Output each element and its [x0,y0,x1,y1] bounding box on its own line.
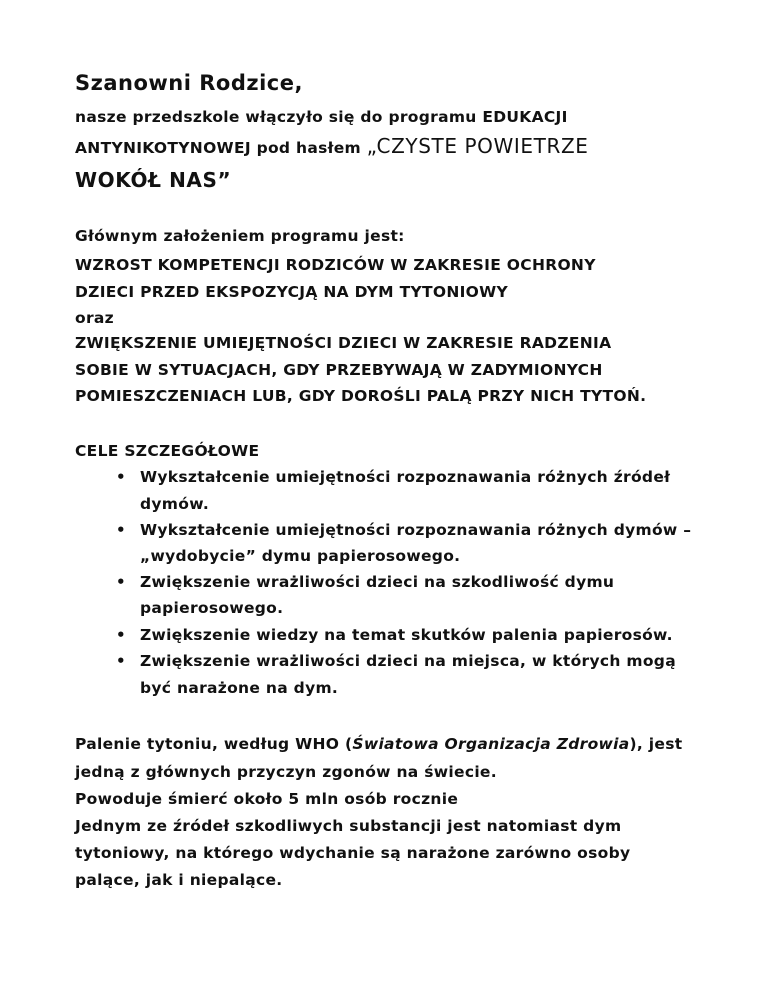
bullet-icon: • [116,521,126,539]
facts-line-3: Powoduje śmierć około 5 mln osób rocznie [75,790,459,808]
goal-item-4-line-1: Zwiększenie wiedzy na temat skutków palenia papierosów. [140,626,673,644]
facts-line-6: palące, jak i niepalące. [75,871,283,889]
greeting: Szanowni Rodzice, [75,71,303,95]
facts-line-1 [75,734,682,754]
main-goal-line: DZIECI PRZED EKSPOZYCJĄ NA DYM TYTONIOWY [75,283,509,301]
goals-heading: CELE SZCZEGÓŁOWE [75,442,260,460]
bullet-icon: • [116,468,126,486]
facts-line-5: tytoniowy, na którego wdychanie są narażone zarówno osoby [75,844,631,862]
facts-line-1-start: Palenie tytoniu, według WHO ( [75,735,353,753]
who-full-name: Światowa Organizacja Zdrowia [352,735,630,753]
program-slogan-part-1: „CZYSTE POWIETRZE [366,134,589,158]
program-slogan-part-2: WOKÓŁ NAS” [75,168,232,192]
intro-line-2-text: ANTYNIKOTYNOWEJ pod hasłem [75,139,367,157]
main-goal-line: POMIESZCZENIACH LUB, GDY DOROŚLI PALĄ PRZY NICH TYTOŃ. [75,387,647,405]
intro-line-1: nasze przedszkole włączyło się do programu EDUKACJI [75,108,568,126]
goal-item-5-line-2: być narażone na dym. [140,679,339,697]
main-goal-line: ZWIĘKSZENIE UMIEJĘTNOŚCI DZIECI W ZAKRESIE RADZENIA [75,334,612,352]
goal-item-2-line-1: Wykształcenie umiejętności rozpoznawania różnych dymów – [140,521,692,539]
bullet-icon: • [116,573,126,591]
facts-line-4: Jednym ze źródeł szkodliwych substancji jest natomiast dym [75,817,622,835]
bullet-icon: • [116,626,126,644]
goal-item-5-line-1: Zwiększenie wrażliwości dzieci na miejsca, w których mogą [140,652,676,670]
goal-item-1-line-2: dymów. [140,495,210,513]
intro-line-2 [75,136,588,158]
goal-item-1-line-1: Wykształcenie umiejętności rozpoznawania różnych źródeł [140,468,671,486]
bullet-icon: • [116,652,126,670]
facts-line-1-end: ), jest [629,735,683,753]
main-goal-conjunction: oraz [75,309,114,327]
main-goal-line: SOBIE W SYTUACJACH, GDY PRZEBYWAJĄ W ZADYMIONYCH [75,361,603,379]
goal-item-3-line-2: papierosowego. [140,599,284,617]
goal-item-2-line-2: „wydobycie” dymu papierosowego. [140,547,461,565]
main-goal-line: WZROST KOMPETENCJI RODZICÓW W ZAKRESIE OCHRONY [75,256,596,274]
main-goal-heading: Głównym założeniem programu jest: [75,227,405,245]
facts-line-2: jedną z głównych przyczyn zgonów na świecie. [75,763,497,781]
goal-item-3-line-1: Zwiększenie wrażliwości dzieci na szkodliwość dymu [140,573,615,591]
